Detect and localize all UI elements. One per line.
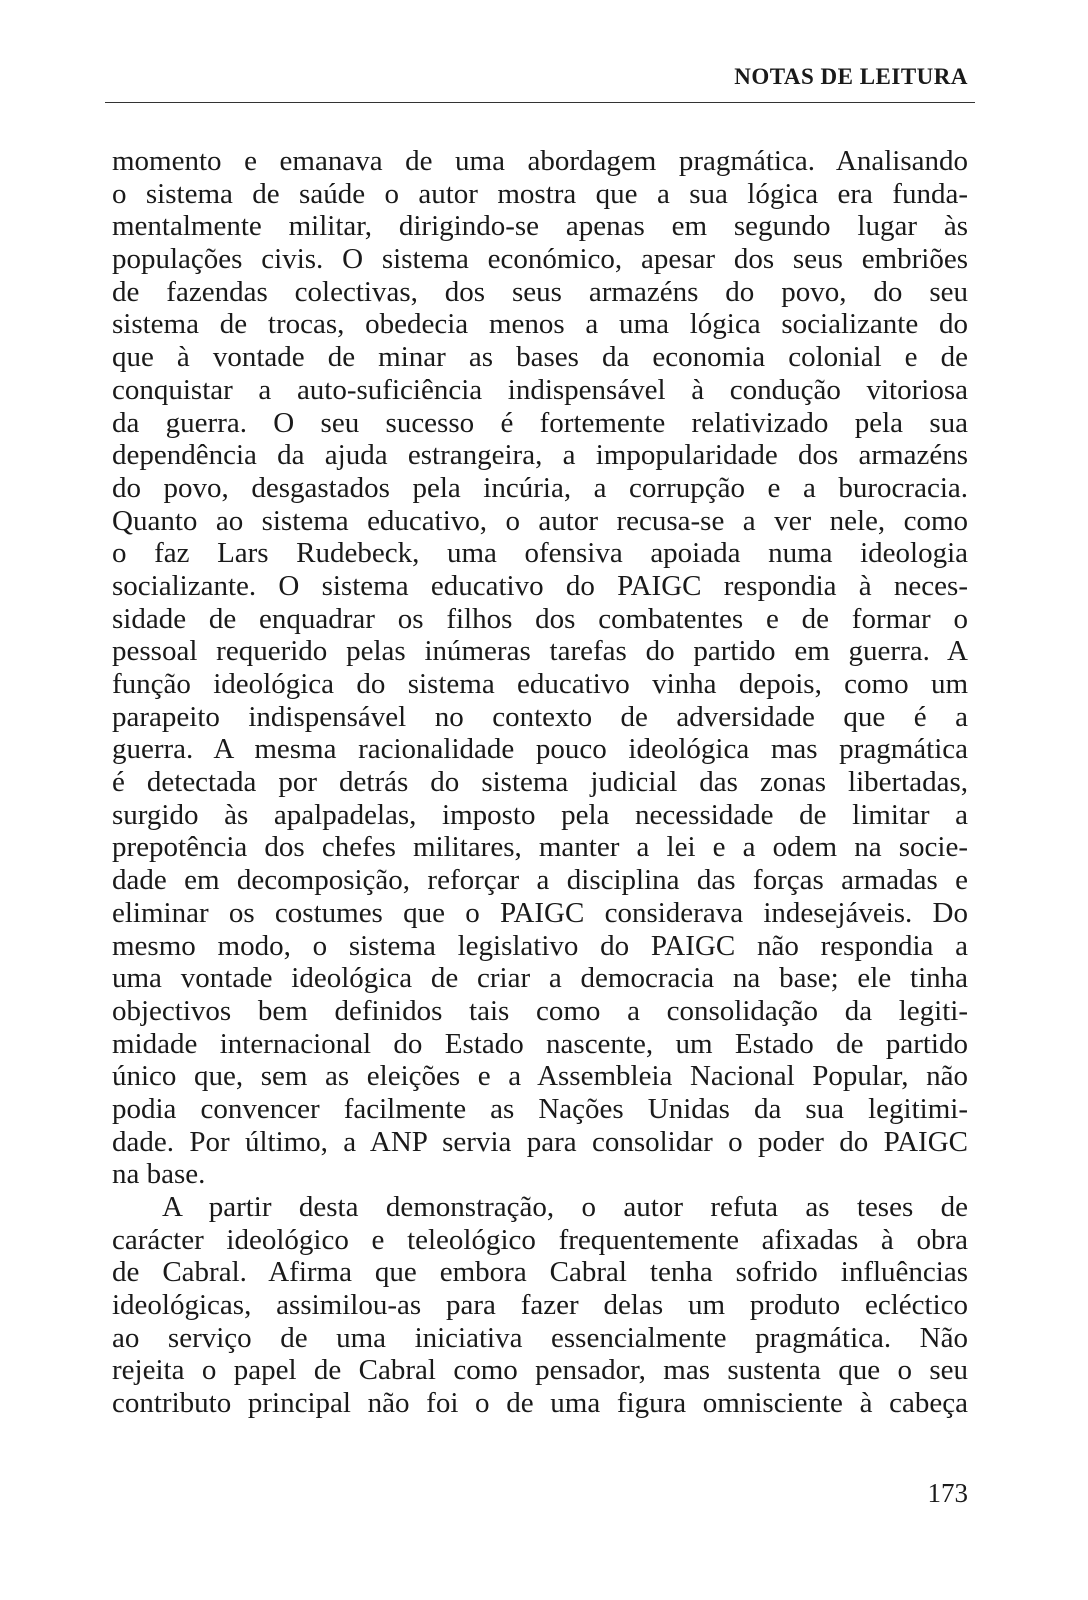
text-line: conquistar a auto-suficiência indispensável à condução vitoriosa — [112, 373, 968, 406]
text-line: socializante. O sistema educativo do PAIGC respondia à neces- — [112, 569, 968, 602]
text-line: dade em decomposição, reforçar a disciplina das forças armadas e — [112, 864, 968, 897]
text-line: objectivos bem definidos tais como a consolidação da legiti- — [112, 994, 968, 1027]
text-line: uma vontade ideológica de criar a democracia na base; ele tinha — [112, 962, 968, 995]
text-line: dependência da ajuda estrangeira, a impopularidade dos armazéns — [112, 439, 968, 472]
text-line: carácter ideológico e teleológico frequentemente afixadas à obra — [112, 1223, 968, 1256]
running-header: NOTAS DE LEITURA — [734, 64, 968, 89]
text-line: do povo, desgastados pela incúria, a corrupção e a burocracia. — [112, 471, 968, 504]
text-line: único que, sem as eleições e a Assembleia Nacional Popular, não — [112, 1060, 968, 1093]
text-line: prepotência dos chefes militares, manter a lei e a odem na socie- — [112, 831, 968, 864]
header-rule — [105, 102, 975, 103]
text-line: na base. — [112, 1158, 206, 1191]
text-line: parapeito indispensável no contexto de adversidade que é a — [112, 700, 968, 733]
text-line: função ideológica do sistema educativo vinha depois, como um — [112, 668, 968, 700]
text-line: pessoal requerido pelas inúmeras tarefas do partido em guerra. A — [112, 635, 968, 668]
text-line: populações civis. O sistema económico, apesar dos seus embriões — [112, 243, 968, 276]
page-number: 173 — [927, 1478, 968, 1508]
text-line: surgido às apalpadelas, imposto pela necessidade de limitar a — [112, 798, 968, 831]
text-line: ao serviço de uma iniciativa essencialmente pragmática. Não — [112, 1321, 968, 1354]
text-line: rejeita o papel de Cabral como pensador, mas sustenta que o seu — [112, 1354, 968, 1387]
text-line: sistema de trocas, obedecia menos a uma lógica socializante do — [112, 308, 968, 341]
text-line: guerra. A mesma racionalidade pouco ideológica mas pragmática — [112, 733, 968, 766]
text-line: midade internacional do Estado nascente, um Estado de partido — [112, 1027, 968, 1060]
text-line: sidade de enquadrar os filhos dos combatentes e de formar o — [112, 602, 968, 635]
text-line: é detectada por detrás do sistema judicial das zonas libertadas, — [112, 766, 968, 799]
text-line: de Cabral. Afirma que embora Cabral tenha sofrido influências — [112, 1256, 968, 1289]
text-line: momento e emanava de uma abordagem pragmática. Analisando — [112, 145, 968, 177]
body-text — [112, 145, 968, 1420]
text-line: da guerra. O seu sucesso é fortemente relativizado pela sua — [112, 406, 968, 439]
text-line: ideológicas, assimilou-as para fazer delas um produto ecléctico — [112, 1289, 968, 1322]
text-line: contributo principal não foi o de uma figura omnisciente à cabeça — [112, 1387, 968, 1420]
text-line: de fazendas colectivas, dos seus armazéns do povo, do seu — [112, 275, 968, 308]
text-line: o sistema de saúde o autor mostra que a sua lógica era funda- — [112, 177, 968, 210]
text-line: Quanto ao sistema educativo, o autor recusa-se a ver nele, como — [112, 504, 968, 537]
text-line: o faz Lars Rudebeck, uma ofensiva apoiada numa ideologia — [112, 537, 968, 570]
text-line: mesmo modo, o sistema legislativo do PAIGC não respondia a — [112, 929, 968, 962]
text-line: eliminar os costumes que o PAIGC considerava indesejáveis. Do — [112, 896, 968, 929]
text-line: mentalmente militar, dirigindo-se apenas em segundo lugar às — [112, 210, 968, 243]
text-line: dade. Por último, a ANP servia para consolidar o poder do PAIGC — [112, 1125, 968, 1158]
text-line: A partir desta demonstração, o autor refuta as teses de — [162, 1191, 968, 1223]
text-line: podia convencer facilmente as Nações Unidas da sua legitimi- — [112, 1092, 968, 1125]
text-line: que à vontade de minar as bases da economia colonial e de — [112, 341, 968, 374]
